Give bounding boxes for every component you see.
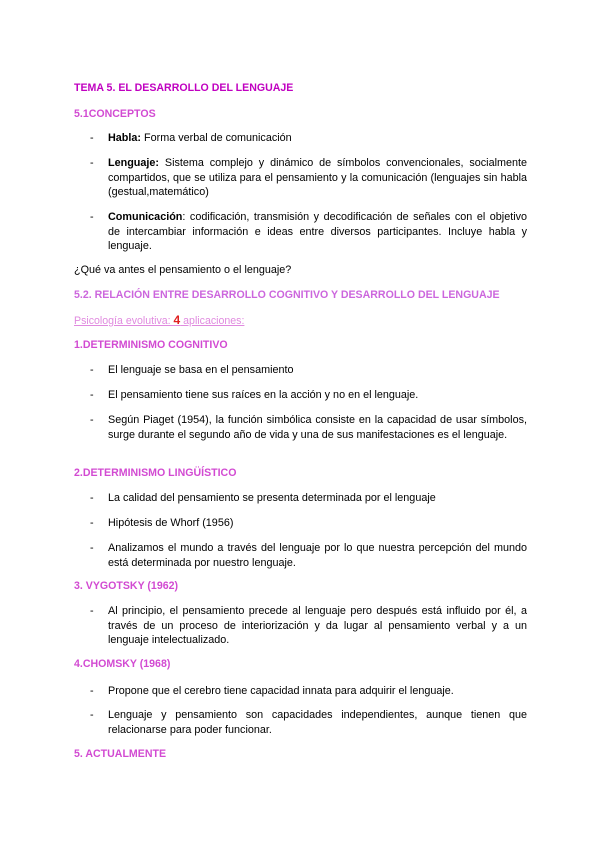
- heading-determinismo-linguistico: 2.DETERMINISMO LINGÜÍSTICO: [74, 467, 237, 479]
- bullet-dash: -: [90, 414, 94, 426]
- bullet-dash: -: [90, 132, 94, 144]
- term: Lenguaje:: [108, 157, 159, 169]
- psico-suffix: aplicaciones:: [180, 315, 245, 327]
- bullet-dash: -: [90, 157, 94, 169]
- bullet-dash: -: [90, 364, 94, 376]
- bullet-dash: -: [90, 211, 94, 223]
- bullet-dash: -: [90, 492, 94, 504]
- list-item-text: El pensamiento tiene sus raíces en la acción y no en el lenguaje.: [108, 389, 419, 401]
- psico-label: Psicología evolutiva:: [74, 315, 174, 327]
- list-item-text: La calidad del pensamiento se presenta determinada por el lenguaje: [108, 492, 436, 504]
- list-item-text: [108, 156, 527, 200]
- list-item-text: Lenguaje y pensamiento son capacidades independientes, aunque tienen que relacionarse para poder funcionar.: [108, 709, 527, 736]
- list-item-text: [108, 131, 527, 146]
- list-item-text: Analizamos el mundo a través del lenguaje por lo que nuestra percepción del mundo está determinada por nuestro lenguaje.: [108, 542, 527, 569]
- bullet-dash: -: [90, 517, 94, 529]
- heading-actualmente: 5. ACTUALMENTE: [74, 748, 167, 760]
- bullet-dash: -: [90, 685, 94, 697]
- term: Comunicación: [108, 211, 183, 223]
- heading-chomsky: 4.CHOMSKY (1968): [74, 658, 171, 670]
- list-item-text: Propone que el cerebro tiene capacidad innata para adquirir el lenguaje.: [108, 685, 454, 697]
- document-title: TEMA 5. EL DESARROLLO DEL LENGUAJE: [74, 82, 294, 94]
- list-item-text: [108, 210, 527, 254]
- bullet-dash: -: [90, 389, 94, 401]
- section-heading-conceptos: 5.1CONCEPTOS: [74, 108, 156, 120]
- question-text: ¿Qué va antes el pensamiento o el lenguaje?: [74, 264, 292, 276]
- heading-vygotsky: 3. VYGOTSKY (1962): [74, 580, 179, 592]
- definition: Sistema complejo y dinámico de símbolos convencionales, socialmente compartidos, que se utiliza para el pensamiento y la comunicación (lenguajes sin habla (gestual,matemático): [108, 157, 527, 199]
- psico-number: 4: [173, 313, 181, 327]
- definition: : codificación, transmisión y decodificación de señales con el objetivo de intercambiar información e ideas entre diversos participantes. Incluye habla y lenguaje.: [108, 211, 527, 253]
- term: Habla:: [108, 132, 141, 144]
- list-item-text: Hipótesis de Whorf (1956): [108, 517, 234, 529]
- list-item-text: El lenguaje se basa en el pensamiento: [108, 364, 294, 376]
- psicologia-evolutiva-label: [74, 313, 244, 327]
- heading-determinismo-cognitivo: 1.DETERMINISMO COGNITIVO: [74, 339, 228, 351]
- list-item-text: Al principio, el pensamiento precede al lenguaje pero después está influido por él, a través de un proceso de interiorización y da lugar al pensamiento verbal y a un lenguaje intelectualizado.: [108, 605, 527, 647]
- section-heading-relacion: 5.2. RELACIÓN ENTRE DESARROLLO COGNITIVO Y DESARROLLO DEL LENGUAJE: [74, 289, 500, 301]
- bullet-dash: -: [90, 709, 94, 721]
- definition: Forma verbal de comunicación: [141, 132, 292, 144]
- bullet-dash: -: [90, 605, 94, 617]
- list-item-text: Según Piaget (1954), la función simbólica consiste en la capacidad de usar símbolos, surge durante el segundo año de vida y una de sus manifestaciones es el lenguaje.: [108, 414, 527, 441]
- bullet-dash: -: [90, 542, 94, 554]
